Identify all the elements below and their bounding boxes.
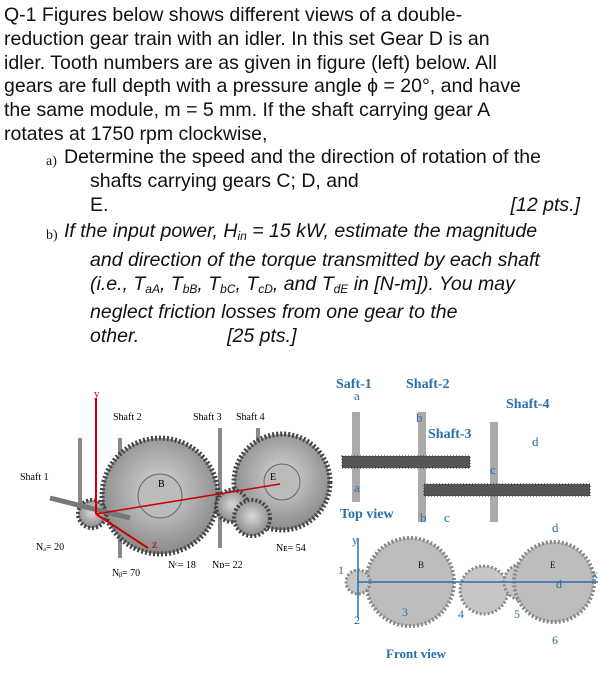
shaft-3-label: Shaft-3 [428, 427, 472, 442]
shaft-1-label: Shaft 1 [20, 472, 49, 483]
part-a-label: a) [46, 154, 57, 169]
top-b-bottom-label: b [420, 510, 427, 525]
shaft-4-label: Shaft-4 [506, 397, 550, 412]
gear-train-3d-figure [20, 388, 338, 588]
front-n4: 4 [458, 607, 464, 621]
part-b-points: [25 pts.] [227, 325, 297, 348]
part-b-line5 [64, 325, 594, 349]
part-a-text [64, 146, 584, 217]
torque-sub: aA [145, 281, 160, 296]
part-b-text [64, 220, 594, 349]
question-stem [4, 4, 604, 147]
top-a-label: a [354, 388, 360, 403]
torque-sub: dE [333, 281, 349, 296]
part-b-line3 [64, 273, 594, 302]
part-b-sub: in [237, 229, 247, 243]
question-line: gears are full depth with a pressure angle ϕ = 20°, and have [4, 75, 521, 98]
front-x-label: x [592, 567, 598, 581]
part-a-line: shafts carrying gears C; D, and [90, 169, 359, 192]
question-line: Q-1 Figures below shows different views of a double- [4, 4, 463, 26]
top-gear-strip-e [424, 484, 590, 496]
question-line: rotates at 1750 rpm clockwise, [4, 122, 268, 145]
front-n1: 1 [338, 563, 344, 577]
top-a-bottom-label: a [354, 480, 360, 495]
saft-1-label: Saft-1 [336, 377, 372, 392]
part-b-line2: and direction of the torque transmitted by each shaft [90, 248, 540, 271]
question-line: idler. Tooth numbers are as given in figure (left) below. All [4, 51, 497, 74]
nc-label: Nᶜ= 18 [168, 560, 196, 571]
top-d-label: d [532, 434, 539, 449]
gear-d [234, 500, 270, 536]
part-a-line: Determine the speed and the direction of rotation of the [64, 146, 541, 168]
front-view-caption: Front view [386, 646, 447, 661]
front-b-label: B [418, 560, 425, 570]
top-b-label: b [416, 410, 423, 425]
part-a-label-wrap [46, 148, 57, 174]
part-a-points: [12 pts.] [510, 193, 580, 216]
torque-sub: bC [220, 281, 236, 296]
torque-sub: cD [258, 281, 273, 296]
axis-y-label: y [94, 388, 100, 400]
part-b-label: b) [46, 228, 58, 243]
gear-b-label: B [158, 479, 165, 490]
part-a-last-line [64, 194, 580, 218]
top-c-bottom-label: c [444, 510, 450, 525]
front-y-label: y [352, 534, 358, 547]
top-c-mid-label: c [490, 462, 496, 477]
part-b-text-span: , T [197, 272, 221, 295]
na-label: Nₐ= 20 [36, 542, 65, 553]
top-view-figure [336, 372, 608, 532]
ne-label: Nᴇ= 54 [276, 543, 306, 554]
axis-z-label: z [152, 537, 158, 551]
front-gear-c [460, 566, 508, 614]
part-b-line1 [64, 220, 594, 249]
front-d-label: d [556, 577, 562, 591]
top-gear-strip-b [342, 456, 470, 468]
shaft-3-label: Shaft 3 [193, 412, 222, 423]
gear-e-label: E [270, 472, 277, 483]
part-b-text-span: , T [159, 272, 183, 295]
part-b-text-span: other. [90, 325, 140, 348]
part-b-text-span: in [N-m]). You may [348, 272, 515, 295]
part-b-text-span: , T [235, 272, 259, 295]
nb-label: Nᵦ= 70 [112, 568, 141, 579]
shaft-2-label: Shaft-2 [406, 377, 450, 392]
question-line: the same module, m = 5 mm. If the shaft carrying gear A [4, 99, 491, 122]
part-a-line: E. [90, 193, 109, 216]
front-n5: 5 [514, 607, 520, 621]
shaft-4-label: Shaft 4 [236, 412, 265, 423]
shaft-2-label: Shaft 2 [113, 412, 142, 423]
part-b-label-wrap [46, 222, 58, 248]
part-b-text-span: If the input power, H [64, 220, 238, 242]
front-n6: 6 [552, 633, 558, 647]
part-b-text-span: (i.e., T [90, 272, 146, 295]
part-b-line4: neglect friction losses from one gear to the [90, 301, 458, 324]
top-view-caption: Top view [340, 507, 394, 522]
top-d-bottom-label: d [552, 520, 559, 532]
torque-sub: bB [182, 281, 198, 296]
front-view-figure [336, 534, 608, 664]
part-b-text-span: = 15 kW, estimate the magnitude [246, 220, 538, 242]
front-e-label: E [550, 560, 556, 570]
front-n2: 2 [354, 613, 360, 627]
question-line: reduction gear train with an idler. In this set Gear D is an [4, 27, 490, 50]
part-b-text-span: , and T [272, 272, 334, 295]
nd-label: Nᴅ= 22 [212, 560, 243, 571]
front-n3: 3 [402, 605, 408, 619]
